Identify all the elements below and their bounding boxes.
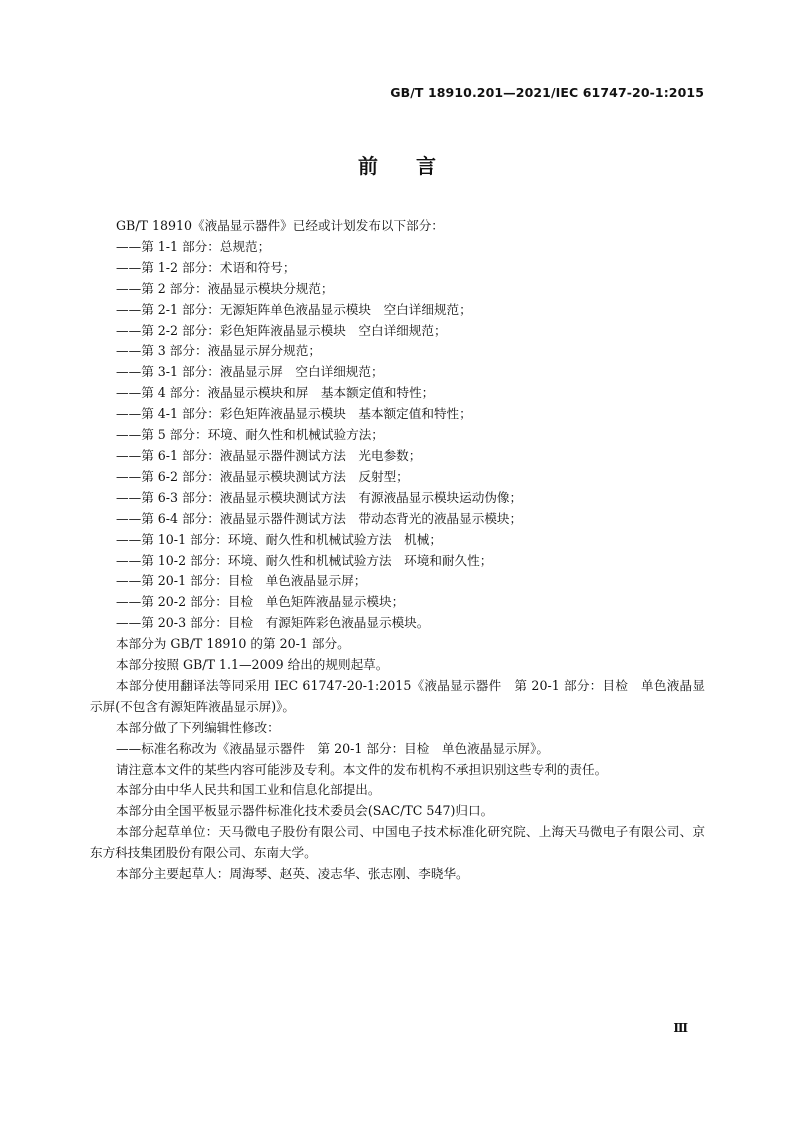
part-list-item: ——第 2-2 部分：彩色矩阵液晶显示模块 空白详细规范；	[116, 322, 447, 338]
part-list-item: ——第 10-2 部分：环境、耐久性和机械试验方法 环境和耐久性；	[116, 552, 493, 568]
part-list-item: ——第 2-1 部分：无源矩阵单色液晶显示模块 空白详细规范；	[116, 301, 472, 317]
drafting-rules-paragraph: 本部分按照 GB/T 1.1—2009 给出的规则起草。	[116, 657, 389, 673]
part-list-item: ——第 3-1 部分：液晶显示屏 空白详细规范；	[116, 364, 384, 380]
drafters-paragraph: 本部分主要起草人：周海琴、赵英、凌志华、张志刚、李晓华。	[116, 866, 469, 882]
part-list-item: ——第 2 部分：液晶显示模块分规范；	[116, 280, 334, 296]
jurisdiction-paragraph: 本部分由全国平板显示器件标准化技术委员会(SAC/TC 547)归口。	[116, 803, 494, 819]
part-list-item: ——第 20-2 部分：目检 单色矩阵液晶显示模块；	[116, 594, 405, 610]
part-list-item: ——第 10-1 部分：环境、耐久性和机械试验方法 机械；	[116, 531, 442, 547]
this-part-paragraph: 本部分为 GB/T 18910 的第 20-1 部分。	[116, 636, 350, 652]
proposed-by-paragraph: 本部分由中华人民共和国工业和信息化部提出。	[116, 782, 381, 798]
standard-code-header: GB/T 18910.201—2021/IEC 61747-20-1:2015	[390, 85, 704, 100]
part-list-item: ——第 20-3 部分：目检 有源矩阵彩色液晶显示模块。	[116, 615, 430, 631]
page-number: Ⅲ	[673, 1021, 688, 1035]
editorial-intro-paragraph: 本部分做了下列编辑性修改：	[116, 719, 280, 735]
part-list-item: ——第 6-4 部分：液晶显示器件测试方法 带动态背光的液晶显示模块；	[116, 510, 523, 526]
intro-paragraph: GB/T 18910《液晶显示器件》已经或计划发布以下部分：	[116, 218, 444, 233]
part-list-item: ——第 4-1 部分：彩色矩阵液晶显示模块 基本额定值和特性；	[116, 406, 472, 422]
part-list-item: ——第 20-1 部分：目检 单色液晶显示屏；	[116, 573, 367, 589]
part-list-item: ——第 5 部分：环境、耐久性和机械试验方法；	[116, 427, 384, 443]
part-list-item: ——第 3 部分：液晶显示屏分规范；	[116, 343, 321, 359]
patent-notice-paragraph: 请注意本文件的某些内容可能涉及专利。本文件的发布机构不承担识别这些专利的责任。	[116, 761, 608, 777]
part-list-item: ——第 1-2 部分：术语和符号；	[116, 259, 296, 275]
part-list-item: ——第 6-2 部分：液晶显示模块测试方法 反射型；	[116, 468, 409, 484]
translation-paragraph: 本部分使用翻译法等同采用 IEC 61747-20-1:2015《液晶显示器件 第 20-1 部分：目检 单色液晶显示屏(不包含有源矩阵液晶显示屏)》。	[90, 677, 705, 714]
drafting-units-paragraph: 本部分起草单位：天马微电子股份有限公司、中国电子技术标准化研究院、上海天马微电子有限公司、京东方科技集团股份有限公司、东南大学。	[90, 824, 705, 861]
foreword-body	[90, 216, 705, 885]
part-list-item: ——第 4 部分：液晶显示模块和屏 基本额定值和特性；	[116, 385, 435, 401]
part-list-item: ——第 6-1 部分：液晶显示器件测试方法 光电参数；	[116, 447, 422, 463]
part-list-item: ——第 1-1 部分：总规范；	[116, 238, 271, 254]
page-title: 前言	[358, 154, 474, 178]
part-list-item: ——第 6-3 部分：液晶显示模块测试方法 有源液晶显示模块运动伪像；	[116, 489, 523, 505]
editorial-item-paragraph: ——标准名称改为《液晶显示器件 第 20-1 部分：目检 单色液晶显示屏》。	[116, 740, 549, 756]
